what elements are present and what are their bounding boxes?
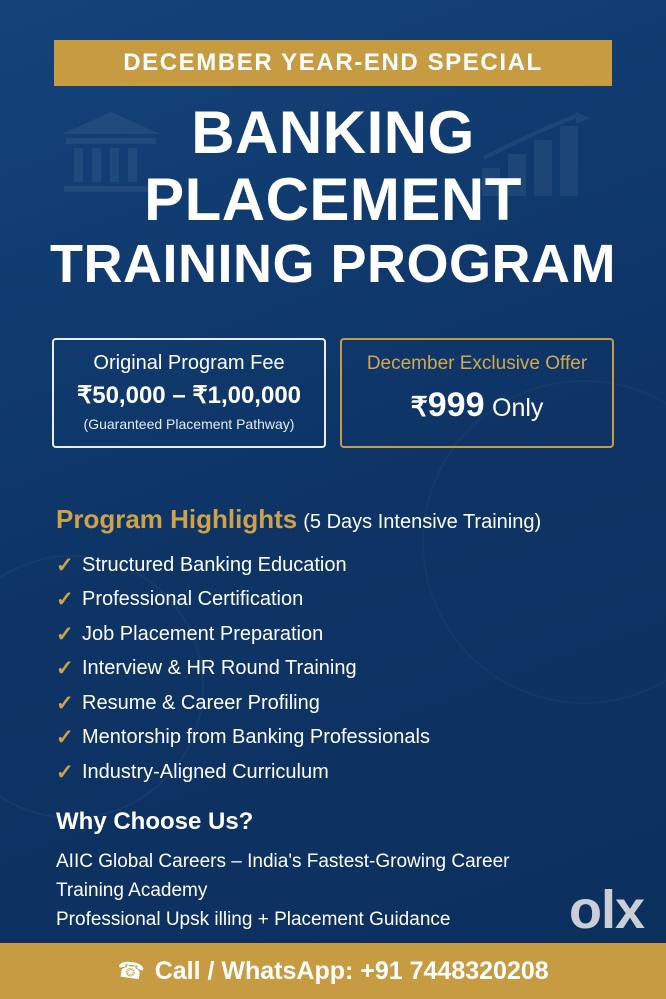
list-item bbox=[56, 686, 616, 721]
original-fee-note: (Guaranteed Placement Pathway) bbox=[83, 416, 295, 432]
list-item-label: Professional Certification bbox=[82, 588, 304, 611]
olx-watermark: olx bbox=[568, 880, 644, 940]
original-fee-amount: ₹50,000 – ₹1,00,000 bbox=[76, 382, 302, 409]
check-icon: ✓ bbox=[56, 622, 74, 646]
offer-amount-suffix: Only bbox=[492, 393, 544, 422]
why-choose-us-line-3: Professional Upsk illing + Placement Guidance bbox=[56, 908, 451, 930]
list-item bbox=[56, 721, 616, 756]
list-item bbox=[56, 548, 616, 583]
phone-icon: ☎ bbox=[115, 956, 147, 985]
list-item-label: Industry-Aligned Curriculum bbox=[82, 760, 329, 783]
highlights-heading bbox=[56, 504, 541, 535]
contact-footer-text: Call / WhatsApp: +91 7448320208 bbox=[154, 956, 549, 985]
highlights-title: Program Highlights bbox=[56, 504, 298, 534]
headline-line-3: TRAINING PROGRAM bbox=[50, 233, 616, 294]
offer-fee-box bbox=[340, 338, 614, 448]
original-fee-label: Original Program Fee bbox=[93, 352, 285, 374]
offer-amount bbox=[352, 386, 602, 425]
offer-label: December Exclusive Offer bbox=[366, 353, 588, 374]
list-item bbox=[56, 755, 616, 790]
headline-line-2: PLACEMENT bbox=[144, 165, 522, 233]
check-icon: ✓ bbox=[56, 657, 74, 681]
offer-currency-symbol: ₹ bbox=[410, 391, 428, 422]
offer-amount-value: 999 bbox=[427, 385, 485, 424]
check-icon: ✓ bbox=[56, 691, 74, 715]
list-item-label: Structured Banking Education bbox=[82, 553, 347, 576]
list-item-label: Resume & Career Profiling bbox=[82, 691, 320, 714]
promo-ribbon-text: DECEMBER YEAR-END SPECIAL bbox=[123, 49, 543, 76]
headline-line-1: BANKING bbox=[191, 99, 475, 166]
list-item bbox=[56, 583, 616, 618]
check-icon: ✓ bbox=[56, 588, 74, 612]
check-icon: ✓ bbox=[56, 553, 74, 577]
poster-headline bbox=[0, 99, 666, 294]
check-icon: ✓ bbox=[56, 760, 74, 784]
list-item-label: Job Placement Preparation bbox=[82, 622, 324, 645]
promo-ribbon bbox=[54, 40, 612, 86]
why-choose-us-line-1: AIIC Global Careers – India's Fastest-Growing Career bbox=[56, 851, 510, 872]
highlights-list bbox=[56, 548, 616, 790]
why-choose-us-line-2: Training Academy bbox=[56, 879, 208, 901]
original-fee-box bbox=[52, 338, 326, 448]
list-item-label: Interview & HR Round Training bbox=[82, 657, 357, 680]
why-choose-us-title: Why Choose Us? bbox=[56, 808, 254, 835]
list-item bbox=[56, 617, 616, 652]
pricing-row bbox=[52, 338, 614, 448]
why-choose-us-section bbox=[56, 808, 626, 935]
contact-footer-bar bbox=[0, 943, 666, 999]
check-icon: ✓ bbox=[56, 726, 74, 750]
list-item-label: Mentorship from Banking Professionals bbox=[82, 726, 430, 749]
highlights-subtitle: (5 Days Intensive Training) bbox=[303, 511, 542, 533]
list-item bbox=[56, 652, 616, 687]
